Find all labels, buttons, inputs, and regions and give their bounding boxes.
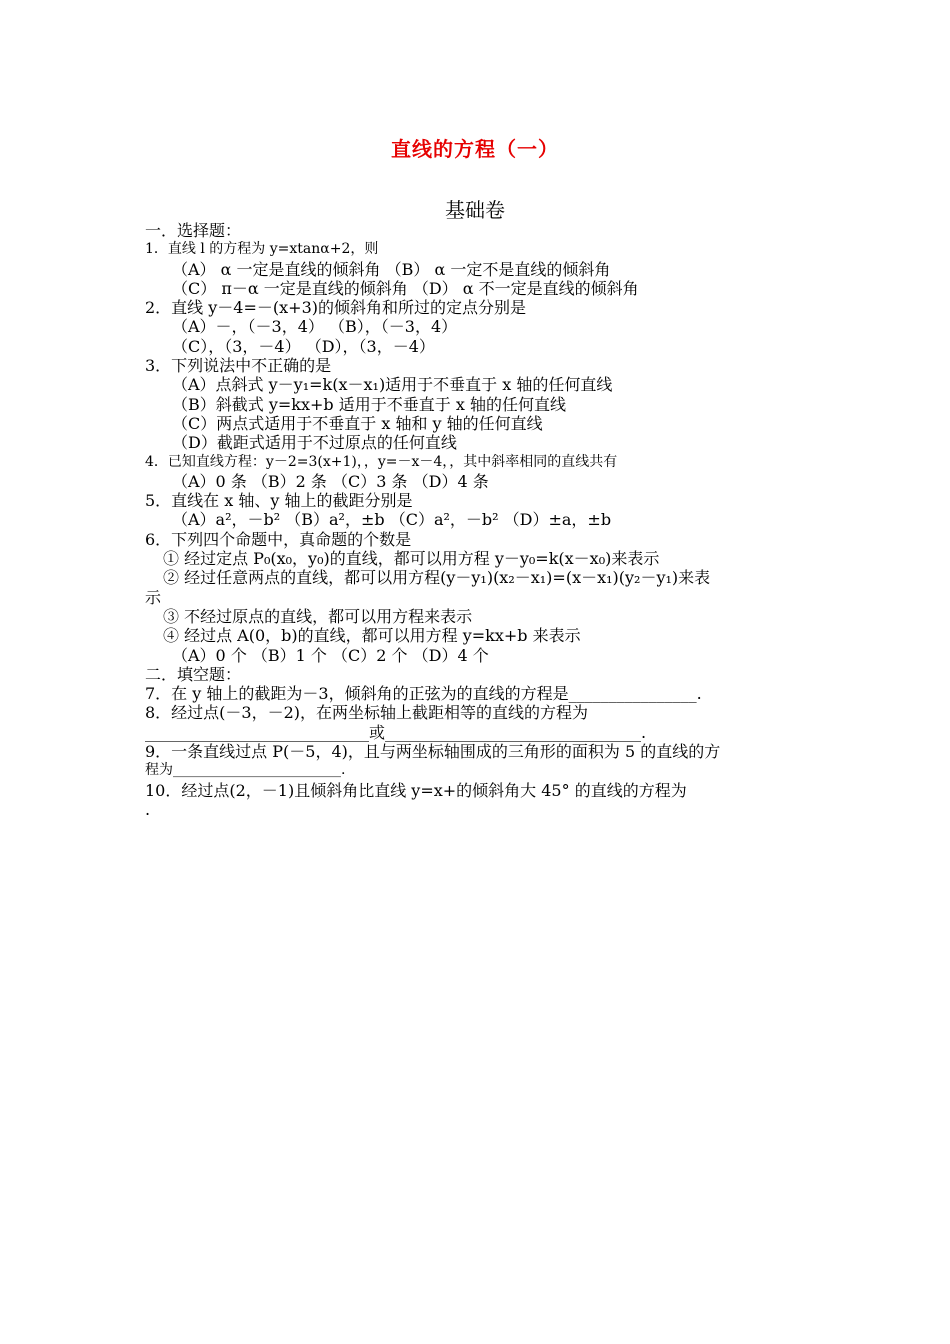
text-line: （C）两点式适用于不垂直于 x 轴和 y 轴的任何直线 <box>172 413 543 433</box>
exercise-body <box>145 221 815 819</box>
text-line: ③ 不经过原点的直线，都可以用方程来表示 <box>163 606 473 626</box>
text-line: （B）斜截式 y=kx+b 适用于不垂直于 x 轴的任何直线 <box>172 394 566 414</box>
text-line: 4．已知直线方程：y－2=3(x+1)，，y=－x－4，，其中斜率相同的直线共有 <box>145 453 618 470</box>
section-subtitle: 基础卷 <box>445 198 505 222</box>
text-line: （A）点斜式 y－y₁=k(x－x₁)适用于不垂直于 x 轴的任何直线 <box>172 375 613 395</box>
text-line: （A） α 一定是直线的倾斜角 （B） α 一定不是直线的倾斜角 <box>172 259 611 279</box>
text-line: （A）0 个 （B）1 个 （C）2 个 （D）4 个 <box>172 645 489 665</box>
text-line: （C） π－α 一定是直线的倾斜角 （D） α 不一定是直线的倾斜角 <box>172 278 639 298</box>
text-line: ④ 经过点 A(0，b)的直线，都可以用方程 y=kx+b 来表示 <box>163 626 581 646</box>
text-line: 一．选择题： <box>145 221 242 240</box>
text-line: 1．直线 l 的方程为 y=xtanα+2，则 <box>145 241 379 258</box>
text-line: （A）0 条 （B）2 条 （C）3 条 （D）4 条 <box>172 471 489 491</box>
text-line: ② 经过任意两点的直线，都可以用方程(y－y₁)(x₂－x₁)=(x－x₁)(y₂－y₁)来表 <box>163 568 711 588</box>
text-line: 示 <box>145 587 162 607</box>
text-line: 5．直线在 x 轴、y 轴上的截距分别是 <box>145 491 413 511</box>
text-line: 2．直线 y－4=－(x+3)的倾斜角和所过的定点分别是 <box>145 298 526 318</box>
text-line: 9．一条直线过点 P(－5，4)，且与两坐标轴围成的三角形的面积为 5 的直线的方 <box>145 742 721 762</box>
text-line: 程为________________________. <box>145 762 346 779</box>
text-line: （A）－，（－3，4） （B），（－3，4） <box>172 317 458 337</box>
text-line: . <box>145 799 151 819</box>
text-line: （A）a²，－b² （B）a²，±b （C）a²，－b² （D）±a，±b <box>172 510 612 530</box>
text-line: ____________________________或________________________________. <box>145 722 647 742</box>
text-line: （D）截距式适用于不过原点的任何直线 <box>172 433 457 453</box>
text-line: 10．经过点(2，－1)且倾斜角比直线 y=x+的倾斜角大 45° 的直线的方程为 <box>145 780 687 800</box>
text-line: 7．在 y 轴上的截距为－3，倾斜角的正弦为的直线的方程是________________. <box>145 684 702 704</box>
text-line: 8．经过点(－3，－2)，在两坐标轴上截距相等的直线的方程为 <box>145 703 589 723</box>
text-line: ① 经过定点 P₀(x₀，y₀)的直线，都可以用方程 y－y₀=k(x－x₀)来表示 <box>163 549 660 569</box>
text-line: （C），（3，－4） （D），（3，－4） <box>172 336 435 356</box>
text-line: 二．填空题： <box>145 664 242 684</box>
text-line: 6．下列四个命题中，真命题的个数是 <box>145 529 412 549</box>
text-line: 3．下列说法中不正确的是 <box>145 356 332 376</box>
page-title: 直线的方程（一） <box>391 137 559 161</box>
